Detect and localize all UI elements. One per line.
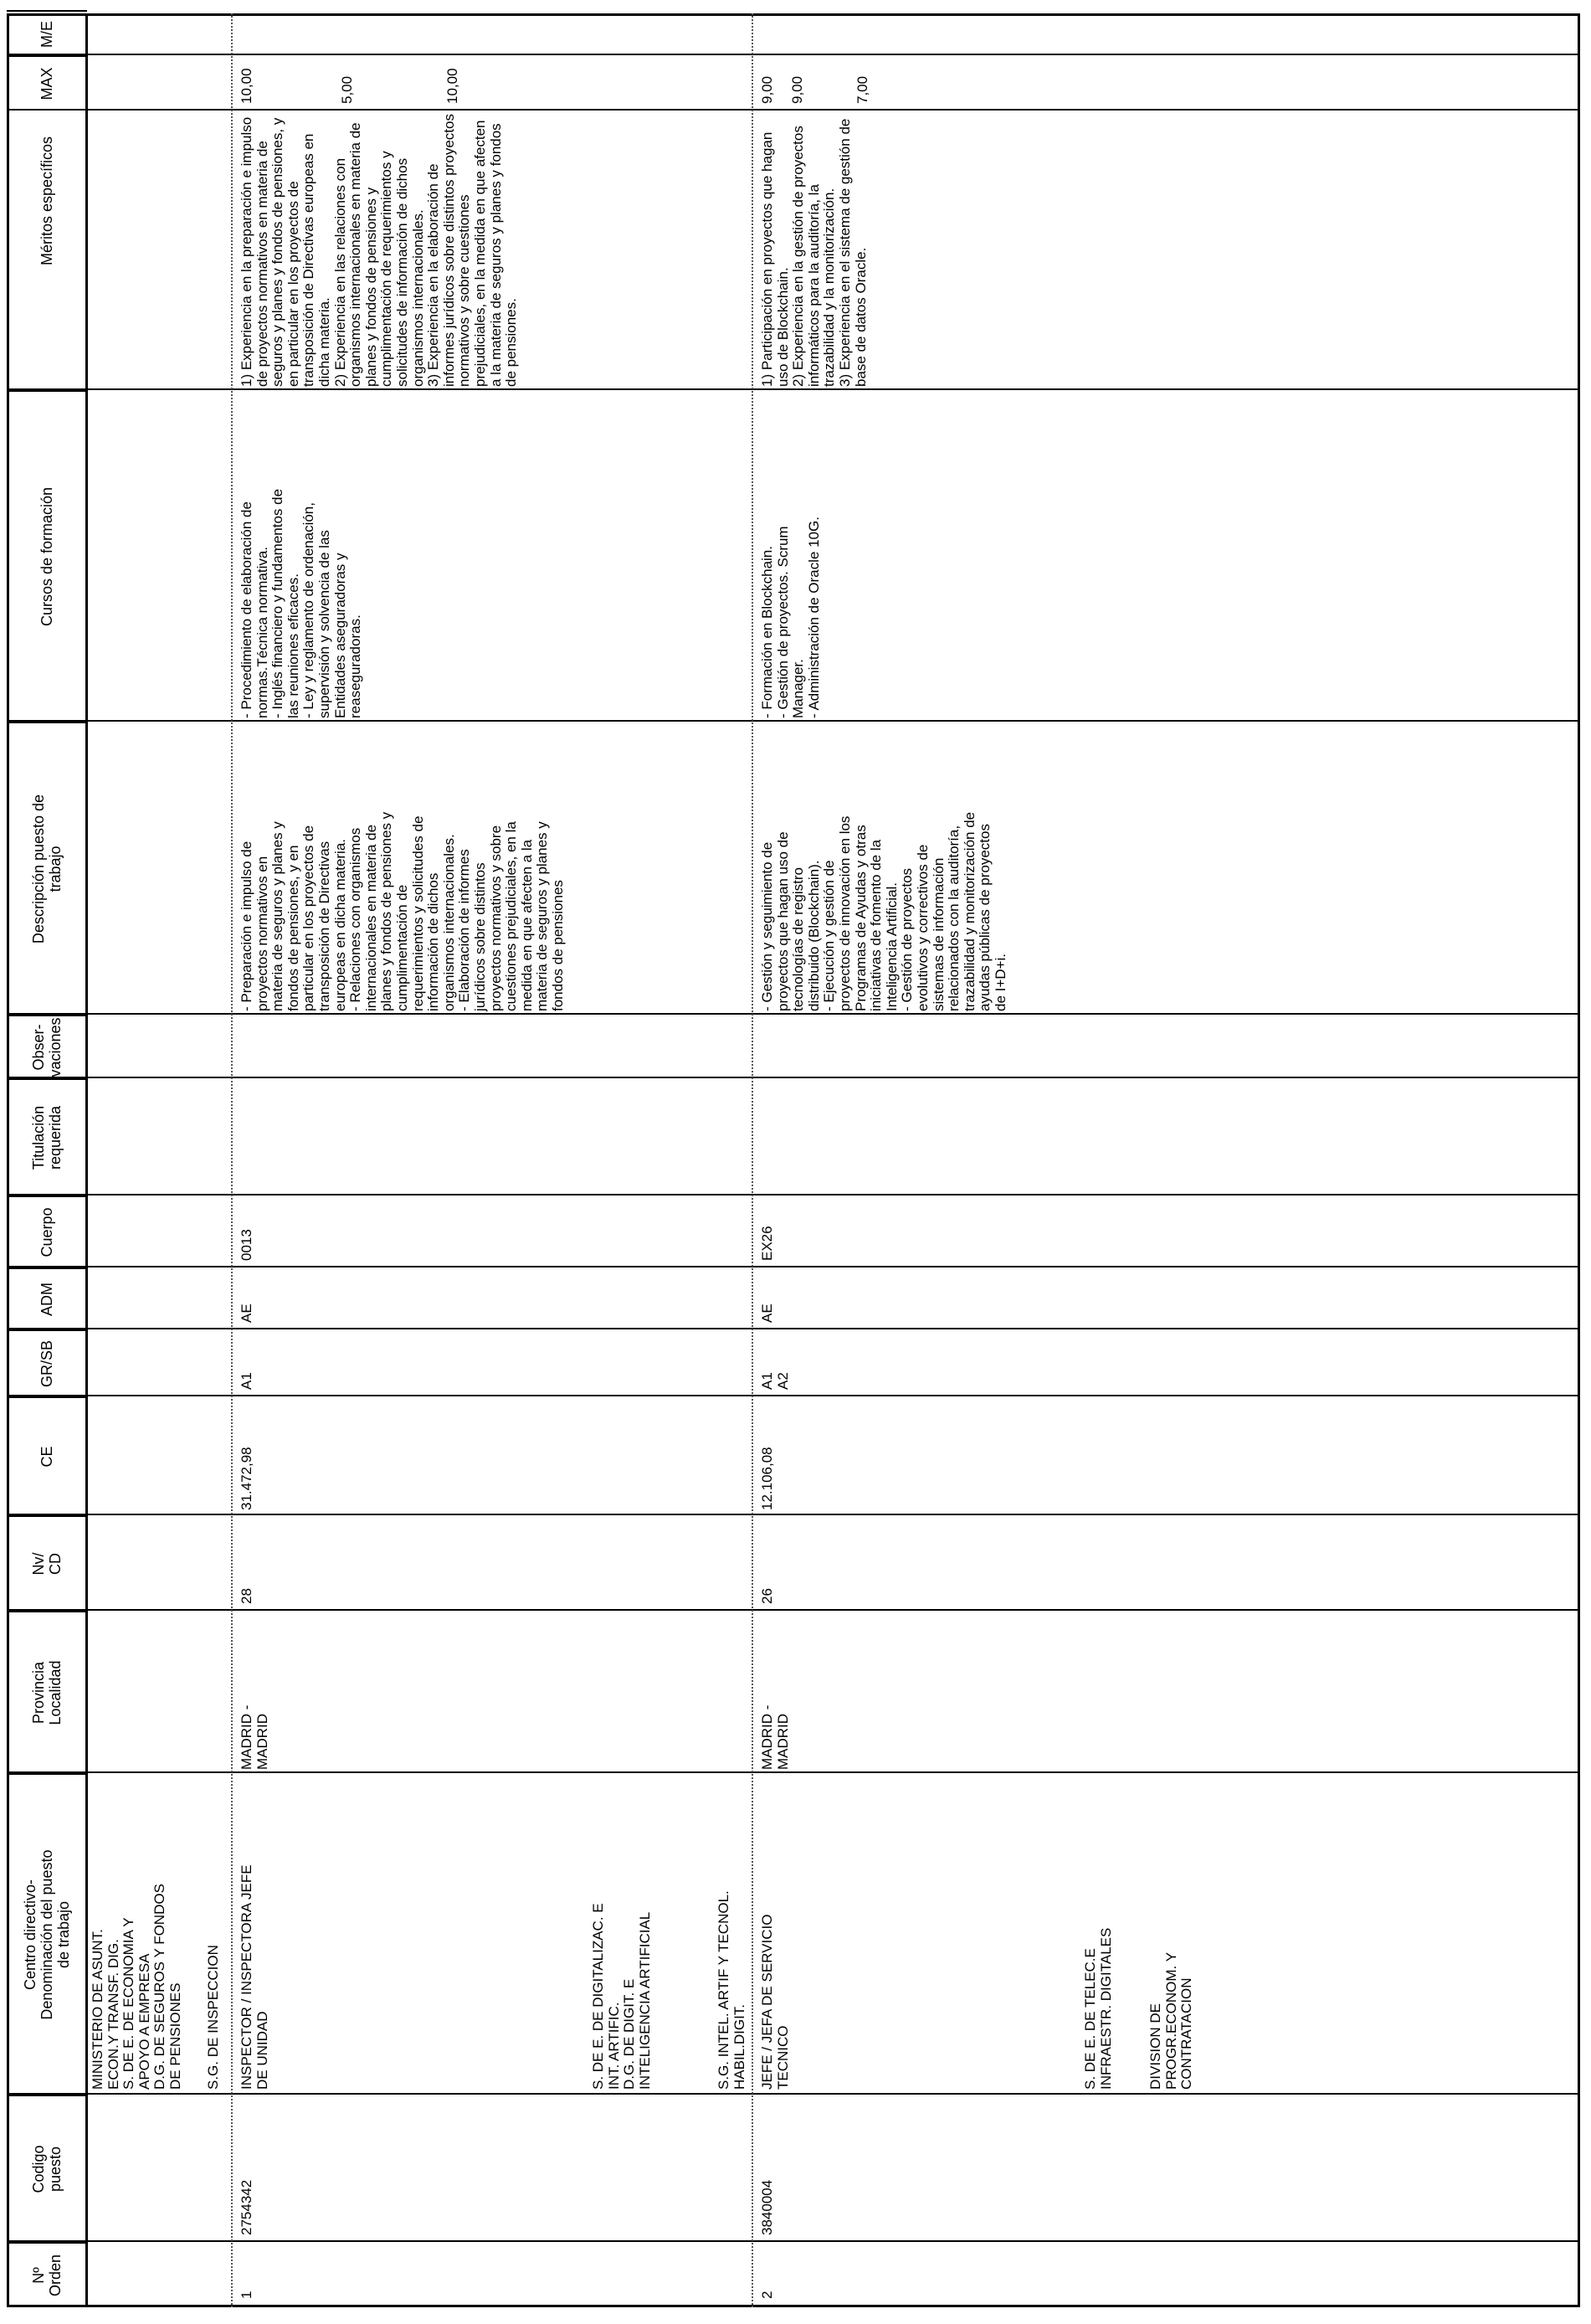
row2-grsb: A1 A2: [759, 1372, 791, 1390]
col-line: [7, 2240, 1580, 2242]
row2-orden: 2: [759, 2291, 775, 2299]
row-separator: [231, 13, 233, 2307]
header-adm: ADM: [7, 1267, 87, 1329]
header-ce: CE: [7, 1396, 87, 1515]
header-grsb: GR/SB: [7, 1329, 87, 1396]
row2-provincia: MADRID - MADRID: [759, 1704, 791, 1770]
col-line: [7, 1013, 1580, 1015]
header-observaciones: Obser- vaciones: [7, 1015, 87, 1078]
col-line: [7, 1771, 1580, 1773]
row2-ce: 12.106,08: [759, 1447, 775, 1510]
row2-descripcion: - Gestión y seguimiento de proyectos que hagan uso de tecnologías de registro distribuido (Blockchain). - Ejecución y gestión de proyectos de innovación en los Programas de Ayudas y otras iniciativas de fomento de la Inteligencia Artificial. - Gestión de proyectos evolutivos y correctivos de sistemas de información relacionados con la auditoría, trazabilidad y monitorización de ayudas públicas de proyectos de I+D+i.: [759, 811, 1008, 1011]
row1-denominacion: INSPECTOR / INSPECTORA JEFE DE UNIDAD: [239, 1864, 270, 2090]
header-centro: Centro directivo- Denominación del puesto de trabajo: [7, 1773, 87, 2095]
header-nivel: Nv/ CD: [7, 1515, 87, 1611]
block3-header: S. DE E. DE TELEC.E INFRAESTR. DIGITALES: [1082, 1927, 1114, 2090]
col-line: [7, 54, 1580, 55]
row2-max-1: 9,00: [759, 75, 775, 104]
row2-denominacion: JEFE / JEFA DE SERVICIO TECNICO: [759, 1914, 791, 2090]
row1-max-1: 10,00: [239, 68, 254, 104]
row1-descripcion: - Preparación e impulso de proyectos normativos en materia de seguros y planes y fondos de pensiones, y en particular en los proyectos de transposición de Directivas europeas en dicha materia. - Relaciones con organismos internacionales en materia de planes y fondos de pensiones y cumplimentación de requerimientos y solicitudes de información de dichos organismos internacionales. - Elaboración de informes jurídicos sobre distintos proyectos normativos y sobre cuestiones prejudiciales, en la medida en que afecten a la materia de seguros y planes y fondos de pensiones: [239, 811, 566, 1011]
header-descripcion: Descripción puesto de trabajo: [7, 722, 87, 1015]
row1-meritos: 1) Experiencia en la preparación e impulso de proyectos normativos en materia de seguros y planes y fondos de pensiones, y en particular en los proyectos de transposición de Directivas europeas en dicha materia. 2) Experiencia en las relaciones con organismos internacionales en materia de planes y fondos de pensiones y cumplimentación de requerimientos y solicitudes de información de dichos organismos internacionales. 3) Experiencia en la elaboración de informes jurídicos sobre distintos proyectos normativos y sobre cuestiones prejudiciales, en la medida en que afecten a la materia de seguros y planes y fondos de pensiones.: [239, 114, 520, 387]
header-provincia: Provincia Localidad: [7, 1611, 87, 1773]
col-line: [7, 388, 1580, 390]
row1-max-2: 5,00: [339, 75, 355, 104]
col-line: [7, 1194, 1580, 1195]
col-line: [7, 1395, 1580, 1396]
col-line: [7, 2093, 1580, 2095]
division-3: DIVISION DE PROGR.ECONOM. Y CONTRATACION: [1147, 1951, 1195, 2090]
row2-cursos: - Formación en Blockchain. - Gestión de proyectos. Scrum Manager. - Administración de Oracle 10G.: [759, 517, 822, 718]
row1-orden: 1: [239, 2291, 254, 2299]
header-codigo: Codigo puesto: [7, 2095, 87, 2242]
subdireccion-2: S.G. INTEL. ARTIF Y TECNOL. HABIL.DIGIT.: [716, 1890, 747, 2090]
row2-meritos: 1) Participación en proyectos que hagan uso de Blockchain. 2) Experiencia en la gestión de proyectos informáticos para la auditoría, la trazabilidad y la monitorización. 3) Experiencia en el sistema de gestión de base de datos Oracle.: [759, 118, 869, 387]
row2-nivel: 26: [759, 1588, 775, 1604]
header-me: M/E: [38, 21, 55, 49]
header-titulacion: Titulación requerida: [7, 1078, 87, 1195]
row2-codigo: 3840004: [759, 2179, 775, 2235]
row1-ce: 31.472,98: [239, 1447, 254, 1510]
row1-cursos: - Procedimiento de elaboración de normas.Técnica normativa. - Inglés financiero y fundamentos de las reuniones eficaces. - Ley y reglamento de ordenación, supervisión y solvencia de las Entidades aseguradoras y reaseguradoras.: [239, 488, 364, 718]
row2-cuerpo: EX26: [759, 1226, 775, 1261]
row1-max-3: 10,00: [444, 68, 460, 104]
row1-cuerpo: 0013: [239, 1229, 254, 1261]
row1-nivel: 28: [239, 1588, 254, 1604]
col-line: [7, 1328, 1580, 1329]
header-meritos: Méritos específicos: [7, 10, 87, 390]
col-line: [7, 1266, 1580, 1267]
header-max: MAX: [7, 55, 87, 111]
header-divider: [85, 13, 88, 2307]
ministerio-block: MINISTERIO DE ASUNT. ECON.Y TRANSF. DIG. S. DE E. DE ECONOMIA Y APOYO A EMPRESA D.G. DE SEGUROS Y FONDOS DE PENSIONES: [90, 1884, 183, 2090]
row1-codigo: 2754342: [239, 2179, 254, 2235]
row1-grsb: A1: [239, 1372, 254, 1390]
subdireccion-1: S.G. DE INSPECCION: [205, 1945, 221, 2090]
col-line: [7, 720, 1580, 722]
row1-provincia: MADRID - MADRID: [239, 1704, 270, 1770]
row-separator: [752, 13, 753, 2307]
col-line: [7, 109, 1580, 111]
row1-adm: AE: [239, 1303, 254, 1323]
col-line: [7, 1077, 1580, 1078]
header-cursos: Cursos de formación: [7, 390, 87, 722]
header-orden: Nº Orden: [7, 2242, 87, 2307]
col-line: [7, 1609, 1580, 1611]
col-line: [7, 1514, 1580, 1515]
row2-max-3: 7,00: [855, 75, 870, 104]
header-cuerpo: Cuerpo: [7, 1195, 87, 1267]
block2-header: S. DE E. DE DIGITALIZAC. E INT. ARTIFIC. D.G. DE DIGIT. E INTELIGENCIA ARTIFICIAL: [590, 1903, 653, 2090]
row2-max-2: 9,00: [789, 75, 805, 104]
row2-adm: AE: [759, 1303, 775, 1323]
